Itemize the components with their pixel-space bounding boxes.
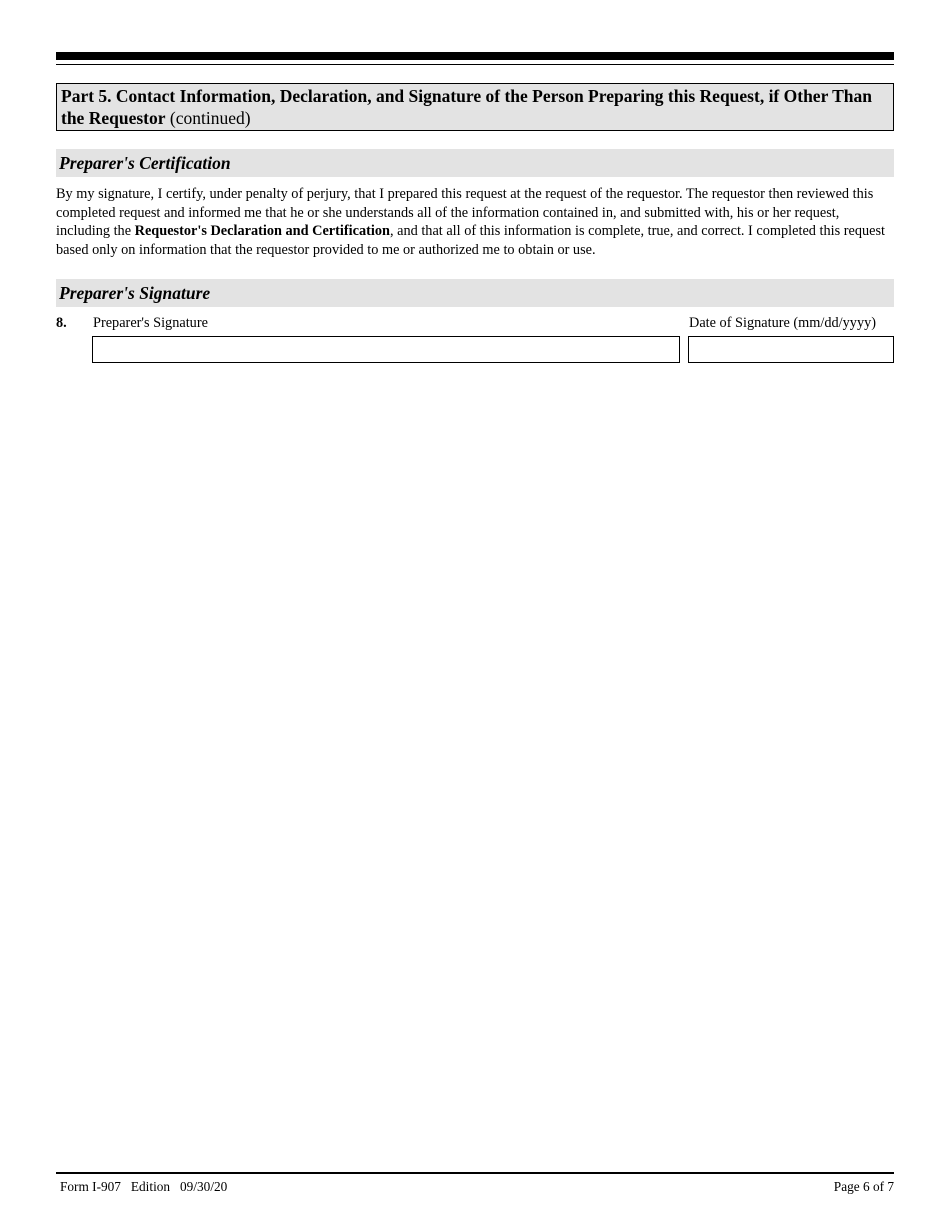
top-rule-thin — [56, 64, 894, 65]
footer-rule — [56, 1172, 894, 1174]
certification-paragraph — [56, 185, 894, 259]
date-label: Date of Signature (mm/dd/yyyy) — [689, 315, 877, 331]
signature-date-field[interactable] — [688, 336, 894, 363]
top-rule-thick — [56, 52, 894, 60]
certification-text-part-2: , and that all of this information is complete, true, and correct. I completed this request based only on information that the requestor provided to me or authorized me to obtain or use. — [56, 223, 886, 258]
part-5-continued: (continued) — [165, 108, 251, 128]
footer-form-info: Form I-907 Edition 09/30/20 — [60, 1179, 228, 1194]
part-5-header — [56, 83, 894, 131]
preparer-certification-heading: Preparer's Certification — [56, 149, 894, 177]
preparer-signature-heading: Preparer's Signature — [56, 279, 894, 307]
footer-page-number: Page 6 of 7 — [833, 1179, 894, 1194]
certification-text-part-1: By my signature, I certify, under penalty of perjury, that I prepared this request at the request of the requestor. The requestor then reviewed this completed request and informed me that he or she understands all of the information contained in, and submitted with, his or her request, including the — [56, 186, 874, 240]
item-number: 8. — [56, 315, 67, 331]
signature-label: Preparer's Signature — [93, 315, 208, 331]
part-5-title: Part 5. Contact Information, Declaration, and Signature of the Person Preparing this Request, if Other Than the Requestor — [61, 86, 872, 128]
certification-text-bold: Requestor's Declaration and Certification — [134, 223, 390, 240]
preparer-signature-field[interactable] — [92, 336, 680, 363]
